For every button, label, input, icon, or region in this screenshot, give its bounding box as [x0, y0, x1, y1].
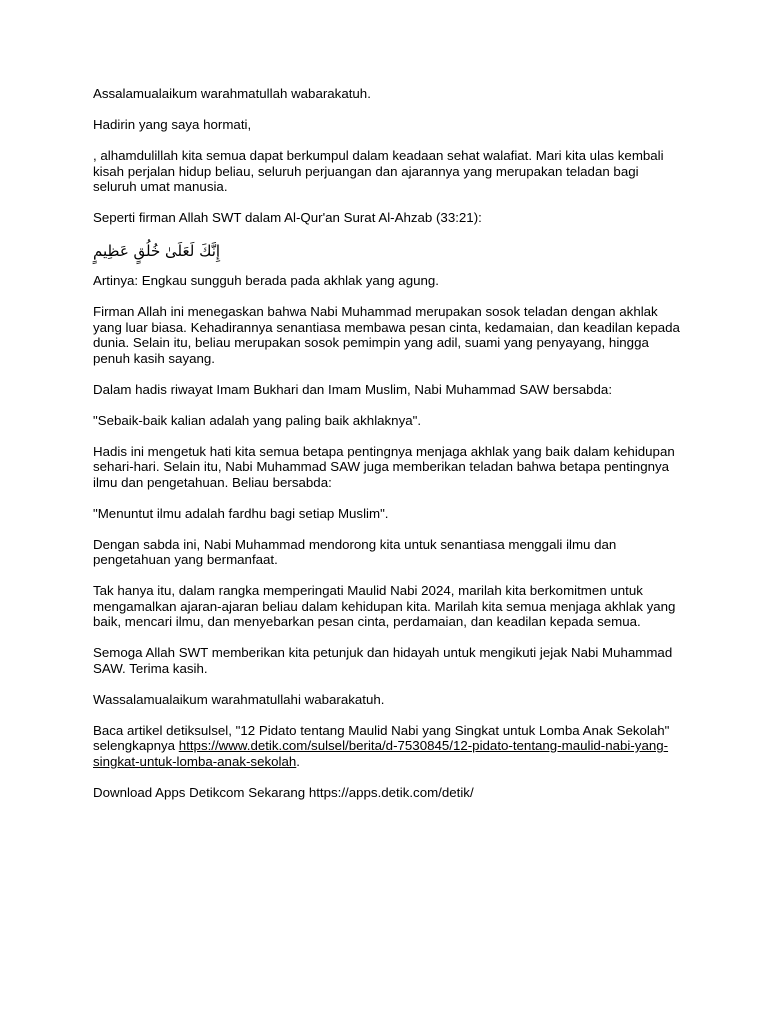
hadith-quote-akhlak: "Sebaik-baik kalian adalah yang paling baik akhlaknya".	[93, 412, 422, 428]
intro-paragraph: , alhamdulillah kita semua dapat berkumpul dalam keadaan sehat walafiat. Mari kita ulas kembali kisah perjalan hidup beliau, seluruh perjuangan dan ajarannya yang merupakan teladan bagi seluruh umat manusia.	[93, 148, 664, 194]
quran-reference: Seperti firman Allah SWT dalam Al-Qur'an Surat Al-Ahzab (33:21):	[93, 210, 482, 225]
arabic-verse-text: إِنَّكَ لَعَلَىٰ خُلُقٍ عَظِيمٍ	[93, 242, 221, 260]
source-note-suffix: .	[296, 753, 300, 769]
verse-translation: Artinya: Engkau sungguh berada pada akhlak yang agung.	[93, 273, 439, 288]
closing-prayer: Semoga Allah SWT memberikan kita petunjuk dan hidayah untuk mengikuti jejak Nabi Muhammad SAW. Terima kasih.	[93, 645, 673, 676]
source-article-link[interactable]: https://www.detik.com/sulsel/berita/d-7530845/12-pidato-tentang-maulid-nabi-yang-singkat-untuk-lomba-anak-sekolah	[93, 738, 669, 769]
greeting-closing: Wassalamualaikum warahmatullahi wabarakatuh.	[93, 691, 385, 707]
commitment-paragraph: Tak hanya itu, dalam rangka memperingati Maulid Nabi 2024, marilah kita berkomitmen untuk mengamalkan ajaran-ajaran beliau dalam kehidupan kita. Marilah kita semua menjaga akhlak yang baik, mencari ilmu, dan menyebarkan pesan cinta, perdamaian, dan keadilan kepada semua.	[93, 583, 676, 629]
greeting-opening: Assalamualaikum warahmatullah wabarakatuh.	[93, 86, 371, 101]
source-note	[93, 723, 683, 770]
audience-address: Hadirin yang saya hormati,	[93, 117, 252, 132]
hadith-explanation: Hadis ini mengetuk hati kita semua betapa pentingnya menjaga akhlak yang baik dalam kehidupan sehari-hari. Selain itu, Nabi Muhammad SAW juga memberikan teladan bahwa betapa pentingnya ilmu dan pengetahuan. Beliau bersabda:	[93, 443, 675, 490]
source-note-prefix: Baca artikel detiksulsel, "12 Pidato tentang Maulid Nabi yang Singkat untuk Lomba Anak Sekolah" selengkapnya	[93, 722, 670, 753]
hadith-quote-ilmu: "Menuntut ilmu adalah fardhu bagi setiap Muslim".	[93, 505, 389, 521]
arabic-verse	[93, 241, 683, 261]
download-apps-line: Download Apps Detikcom Sekarang https://apps.detik.com/detik/	[93, 784, 474, 800]
ilmu-explanation: Dengan sabda ini, Nabi Muhammad mendorong kita untuk senantiasa menggali ilmu dan pengetahuan yang bermanfaat.	[93, 536, 617, 567]
hadith-intro: Dalam hadis riwayat Imam Bukhari dan Imam Muslim, Nabi Muhammad SAW bersabda:	[93, 381, 613, 397]
verse-explanation: Firman Allah ini menegaskan bahwa Nabi Muhammad merupakan sosok teladan dengan akhlak yang luar biasa. Kehadirannya senantiasa membawa pesan cinta, kedamaian, dan keadilan kepada dunia. Selain itu, beliau merupakan sosok pemimpin yang adil, suami yang penyayang, hingga penuh kasih sayang.	[93, 304, 680, 366]
document-body	[93, 86, 683, 816]
